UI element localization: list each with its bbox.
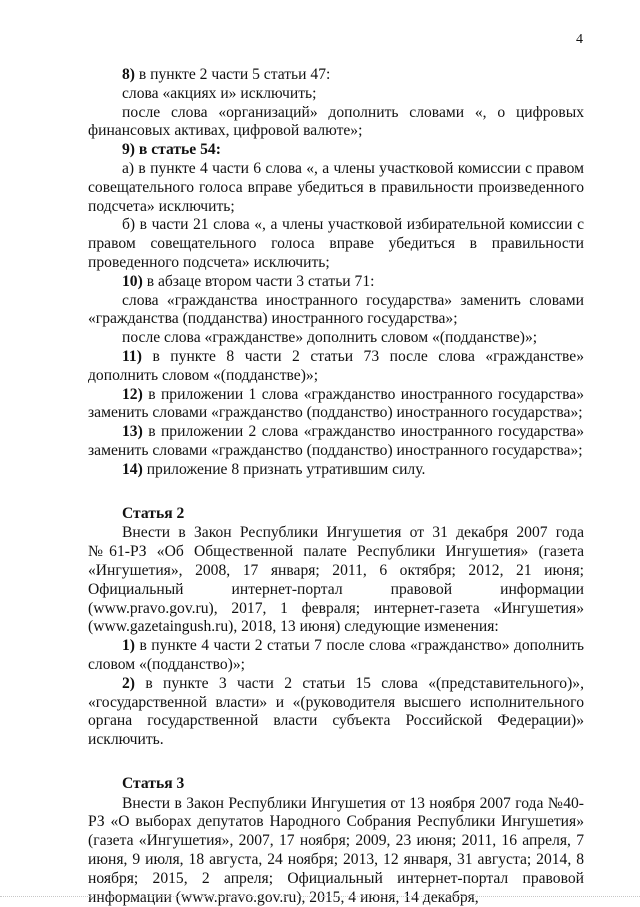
article-3-intro: Внести в Закон Республики Ингушетия от 13 ноября 2007 года №40-РЗ «О выборах депутатов Народного Собрания Республики Ингушетия» (газета «Ингушетия», 2007, 17 ноября; 2009, 23 июня; 2011, 16 апреля, 7 июня, 9 июля, 18 августа, 24 ноября; 2013, 12 января, 31 августа; 2014, 8 ноября; 2015, 2 апреля; Официальный интернет-портал правовой информации (www.pravo.gov.ru), 2015, 4 июня, 14 декабря, [88,794,584,906]
list-item: слова «акциях и» исключить; [122,84,317,102]
list-item: после слова «организаций» дополнить словами «, о цифровых финансовых активах, цифровой валюте»; [88,103,584,140]
list-item: 13) в приложении 2 слова «гражданство иностранного государства» заменить словами «гражданство (подданство) иностранного государства»; [88,423,584,459]
list-item: 11) в пункте 8 части 2 статьи 73 после слова «гражданстве» дополнить словом «(подданстве)»; [88,347,584,384]
article-2-intro: Внести в Закон Республики Ингушетия от 31 декабря 2007 года №61-РЗ «Об Общественной палате Республики Ингушетия» (газета «Ингушетия», 2008, 17 января; 2011, 6 октября; 2012, 21 июня; Официальный интернет-портал правовой информации (www.pravo.gov.ru), 2017, 1 февраля; интернет-газета «Ингушетия» (www.gazetaingush.ru), 2018, 13 июня) следующие изменения: [88,524,584,636]
list-item: 1) в пункте 4 части 2 статьи 7 после слова «гражданство» дополнить словом «(подданство)»; [88,637,584,673]
list-item: после слова «гражданстве» дополнить словом «(подданстве)»; [122,329,538,347]
list-item: 10) в абзаце втором части 3 статьи 71: [122,272,375,290]
list-item: а) в пункте 4 части 6 слова «, а члены участковой комиссии с правом совещательного голоса вправе убедиться в правильности произведенного подсчета» исключить; [88,159,584,215]
list-item: 2) в пункте 3 части 2 статьи 15 слова «(представительного)», «государственной власти» и «(руководителя высшего исполнительного органа государственной власти субъекта Российской Федерации)» исключить. [88,674,584,749]
article-3-heading: Статья 3 [122,774,185,792]
list-item: 9) в статье 54: [122,141,221,159]
list-item: 12) в приложении 1 слова «гражданство иностранного государства» заменить словами «гражданство (подданство) иностранного государства»; [88,385,584,422]
list-item: слова «гражданства иностранного государства» заменить словами «гражданства (подданства) иностранного государства»; [88,291,584,328]
list-item: б) в части 21 слова «, а члены участковой избирательной комиссии с правом совещательного голоса вправе убедиться в правильности проведенного подсчета» исключить; [88,216,584,271]
list-item: 8) в пункте 2 части 5 статьи 47: [122,66,331,83]
document-body [88,66,584,907]
page-bottom-edge [0,896,640,897]
article-2-heading: Статья 2 [122,504,185,522]
list-item: 14) приложение 8 признать утратившим силу. [122,460,426,478]
page-number: 4 [576,32,583,47]
